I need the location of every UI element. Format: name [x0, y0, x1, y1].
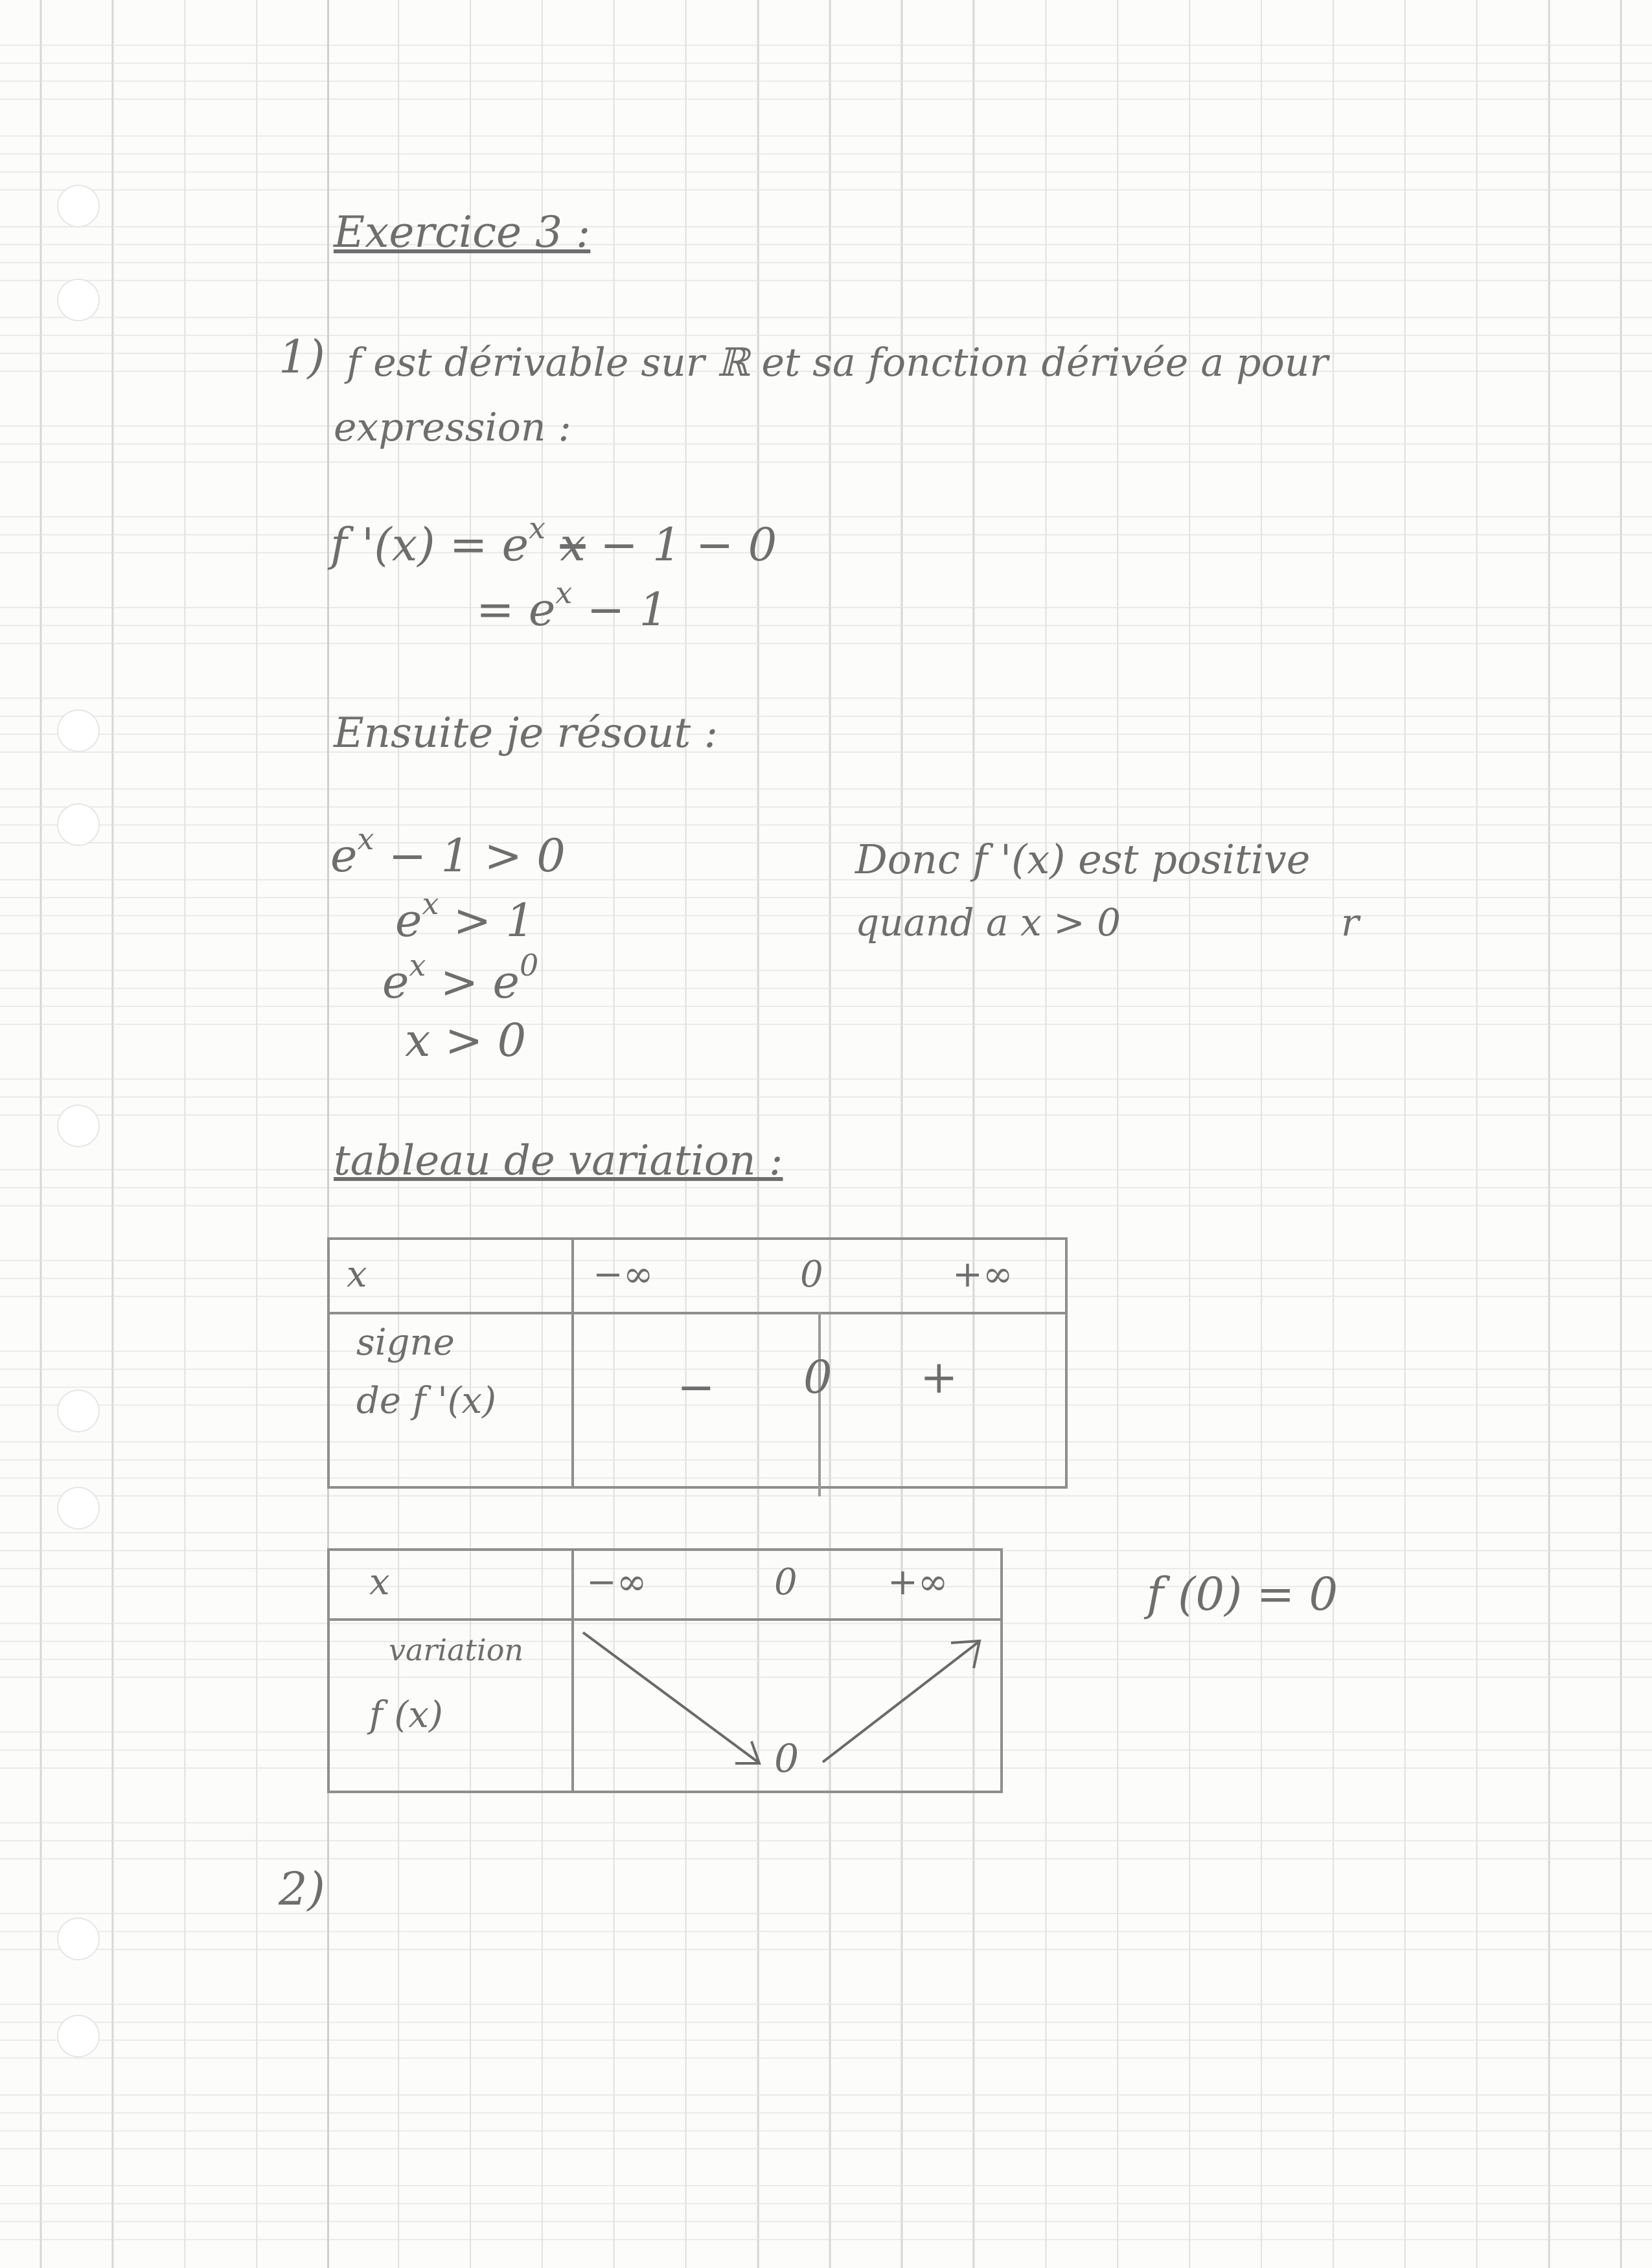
sign-zero: 0 — [803, 1351, 832, 1404]
exercise-title: Exercice 3 : — [334, 207, 591, 257]
question-1-text: f est dérivable sur ℝ et sa fonction dérivée a pour — [347, 340, 1329, 385]
ineq3-rest: > e — [440, 956, 520, 1009]
sign-table-row-label-2: de f '(x) — [356, 1380, 496, 1422]
variation-table-x-neg-inf: −∞ — [586, 1561, 647, 1603]
struck-term: x — [560, 518, 586, 571]
ineq3-exponent-2: 0 — [520, 948, 539, 983]
question-1-text-cont: expression : — [334, 405, 571, 450]
derivative-exponent-2: x — [555, 575, 573, 610]
variation-table-row-label-2: f (x) — [369, 1694, 443, 1736]
ineq1-base: e — [330, 829, 358, 882]
derivative-lhs: f '(x) = e — [330, 518, 529, 571]
table-title: tableau de variation : — [334, 1137, 783, 1185]
conclusion-tail: r — [1341, 900, 1359, 945]
ineq4-text: x > 0 — [405, 1014, 527, 1067]
conclusion-line-2: quand a x > 0 — [855, 900, 1121, 945]
ineq2-rest: > 1 — [453, 894, 535, 947]
sign-table-x-label: x — [347, 1254, 367, 1296]
variation-table-x-pos-inf: +∞ — [888, 1561, 948, 1603]
sign-table-x-neg-inf: −∞ — [593, 1254, 654, 1296]
sign-positive: + — [920, 1351, 958, 1404]
ineq1-rest: − 1 > 0 — [388, 829, 566, 882]
derivative-rest: − 1 − 0 — [600, 518, 777, 571]
sign-table-x-zero: 0 — [800, 1254, 823, 1296]
ineq1-exponent: x — [357, 821, 374, 856]
f-of-zero: f (0) = 0 — [1147, 1568, 1338, 1621]
ineq2-base: e — [395, 894, 422, 947]
sign-negative: − — [677, 1360, 715, 1414]
variation-table-x-label: x — [369, 1561, 390, 1603]
ineq3-base: e — [382, 956, 409, 1009]
question-2-number: 2) — [279, 1862, 325, 1916]
decreasing-arrow — [583, 1632, 758, 1762]
increasing-arrow — [823, 1642, 978, 1762]
ineq3-exponent: x — [409, 948, 426, 983]
sign-table-row-label: signe — [356, 1322, 455, 1364]
sign-table-x-pos-inf: +∞ — [952, 1254, 1013, 1296]
derivative-rest-2: − 1 — [586, 583, 669, 636]
derivative-lhs-2: = e — [476, 583, 556, 636]
variation-min-value: 0 — [774, 1736, 799, 1781]
question-1-number: 1) — [279, 330, 325, 384]
derivative-exponent: x — [529, 510, 546, 545]
conclusion-line-1: Donc f '(x) est positive — [855, 836, 1311, 883]
solve-intro: Ensuite je résout : — [334, 709, 718, 757]
variation-table-row-label: variation — [389, 1632, 524, 1667]
variation-table-x-zero: 0 — [774, 1561, 797, 1603]
ineq2-exponent: x — [422, 886, 439, 921]
